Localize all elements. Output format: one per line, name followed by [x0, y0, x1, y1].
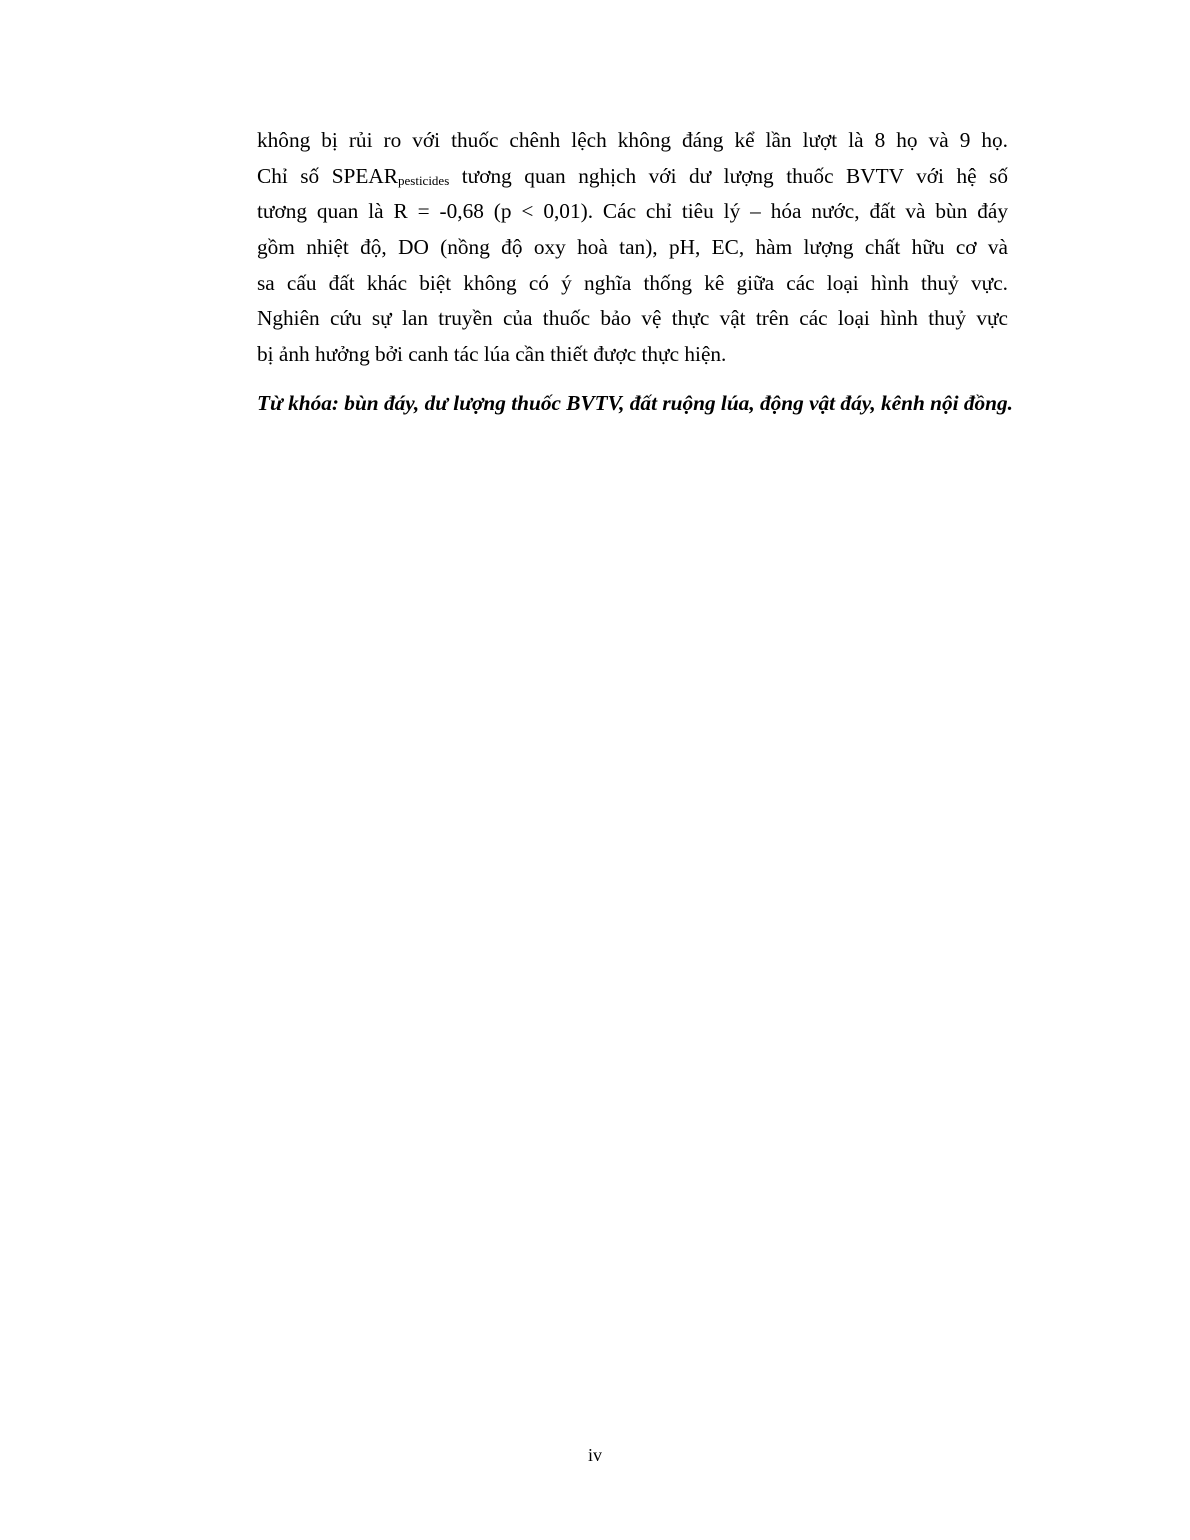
spear-subscript: pesticides: [398, 172, 450, 188]
abstract-line-4: gồm nhiệt độ, DO (nồng độ oxy hoà tan), pH, EC, hàm lượng chất hữu cơ và: [257, 235, 1008, 260]
abstract-line-spear: [257, 159, 1008, 195]
spear-prefix: Chỉ số SPEAR: [257, 163, 398, 188]
abstract-paragraph: [257, 123, 1008, 373]
abstract-line-5: sa cấu đất khác biệt không có ý nghĩa thống kê giữa các loại hình thuỷ vực.: [257, 270, 1008, 295]
keywords-line: Từ khóa: bùn đáy, dư lượng thuốc BVTV, đất ruộng lúa, động vật đáy, kênh nội đồng.: [257, 391, 1013, 415]
abstract-line-7: bị ảnh hưởng bởi canh tác lúa cần thiết được thực hiện.: [257, 342, 727, 367]
abstract-line-6: Nghiên cứu sự lan truyền của thuốc bảo vệ thực vật trên các loại hình thuỷ vực: [257, 306, 1008, 331]
spear-suffix: tương quan nghịch với dư lượng thuốc BVTV với hệ số: [449, 163, 1008, 188]
abstract-line-1: không bị rủi ro với thuốc chênh lệch không đáng kể lần lượt là 8 họ và 9 họ.: [257, 128, 1008, 152]
page-number: iv: [587, 1445, 602, 1465]
abstract-line-3: tương quan là R = -0,68 (p < 0,01). Các chỉ tiêu lý – hóa nước, đất và bùn đáy: [257, 199, 1008, 224]
